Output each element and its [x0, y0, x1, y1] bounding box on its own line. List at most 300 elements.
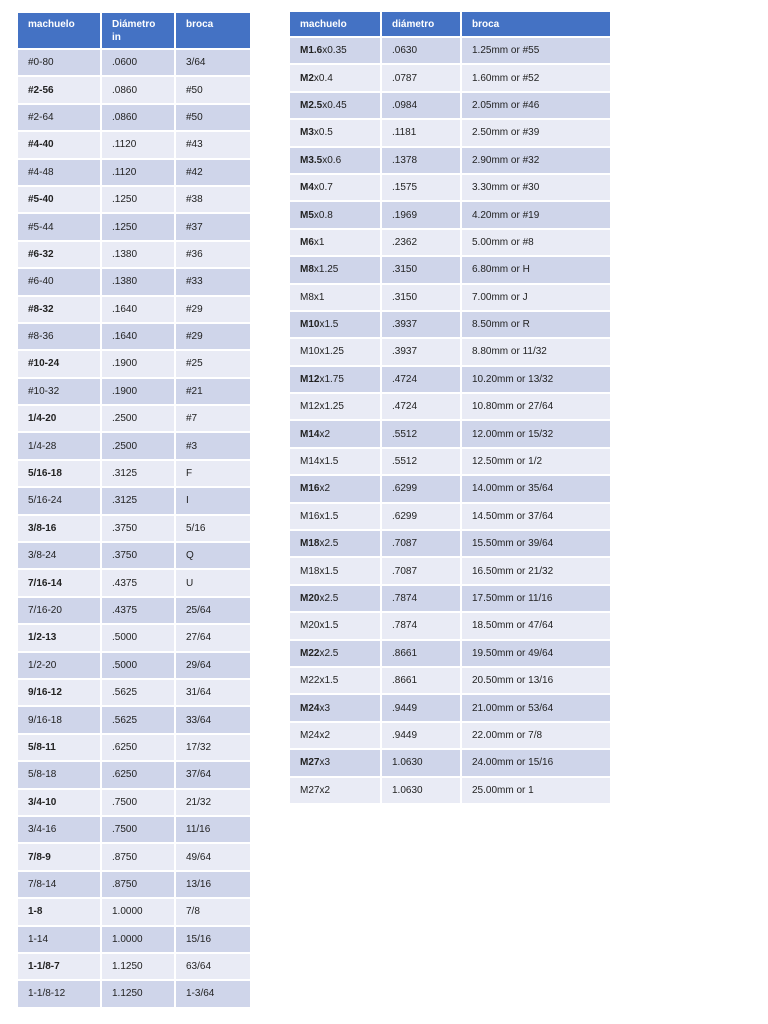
cell-machuelo	[290, 421, 380, 446]
table-row	[18, 77, 250, 102]
machuelo-size: M22	[300, 647, 320, 659]
cell-diametro: 1.0630	[382, 750, 460, 775]
table-row	[290, 668, 610, 693]
table-row	[18, 872, 250, 897]
cell-broca: 12.00mm or 15/32	[462, 421, 610, 446]
cell-machuelo	[290, 148, 380, 173]
cell-machuelo	[290, 93, 380, 118]
cell-diametro: .1181	[382, 120, 460, 145]
table-row	[290, 531, 610, 556]
machuelo-pitch: M16x1.5	[300, 510, 339, 522]
table-row	[18, 269, 250, 294]
cell-machuelo: 5/8-11	[18, 735, 100, 760]
cell-diametro: .3150	[382, 285, 460, 310]
header-diametro: diámetro	[382, 12, 460, 36]
cell-broca: 1.60mm or #52	[462, 65, 610, 90]
cell-machuelo: #0-80	[18, 50, 100, 75]
cell-diametro: .4724	[382, 394, 460, 419]
table-row	[290, 285, 610, 310]
cell-broca: 11/16	[176, 817, 250, 842]
table-row	[18, 598, 250, 623]
cell-diametro: .1380	[102, 269, 174, 294]
cell-machuelo	[290, 394, 380, 419]
cell-diametro: .0600	[102, 50, 174, 75]
cell-broca: 2.90mm or #32	[462, 148, 610, 173]
cell-machuelo: 1/2-20	[18, 653, 100, 678]
cell-diametro: .5625	[102, 680, 174, 705]
cell-broca: 1.25mm or #55	[462, 38, 610, 63]
cell-broca: I	[176, 488, 250, 513]
cell-diametro: .1250	[102, 187, 174, 212]
cell-diametro: .1575	[382, 175, 460, 200]
cell-broca: 63/64	[176, 954, 250, 979]
cell-diametro: .1640	[102, 324, 174, 349]
cell-machuelo	[290, 613, 380, 638]
cell-diametro: .8661	[382, 668, 460, 693]
machuelo-pitch: x1	[313, 236, 325, 248]
cell-broca: 20.50mm or 13/16	[462, 668, 610, 693]
cell-diametro: .8661	[382, 641, 460, 666]
cell-diametro: .9449	[382, 723, 460, 748]
table-row	[18, 461, 250, 486]
cell-broca: #42	[176, 160, 250, 185]
cell-broca: 12.50mm or 1/2	[462, 449, 610, 474]
cell-broca: 14.00mm or 35/64	[462, 476, 610, 501]
cell-machuelo	[290, 504, 380, 529]
cell-diametro: .7500	[102, 790, 174, 815]
machuelo-pitch: x2.5	[319, 593, 339, 604]
cell-machuelo: 1-1/8-12	[18, 981, 100, 1006]
machuelo-pitch: x2	[319, 483, 331, 495]
cell-machuelo: 1-14	[18, 927, 100, 952]
machuelo-pitch: x3	[319, 702, 331, 714]
cell-machuelo: #8-36	[18, 324, 100, 349]
table-row	[290, 257, 610, 282]
machuelo-size: M3.5	[300, 154, 323, 166]
table-row	[18, 105, 250, 130]
table-row	[18, 790, 250, 815]
machuelo-size: M1.6	[300, 45, 323, 57]
cell-broca: 33/64	[176, 707, 250, 732]
cell-machuelo: #5-44	[18, 214, 100, 239]
cell-broca: 10.80mm or 27/64	[462, 394, 610, 419]
table-row	[290, 750, 610, 775]
cell-broca: #29	[176, 297, 250, 322]
cell-diametro: .9449	[382, 695, 460, 720]
cell-diametro: .7500	[102, 817, 174, 842]
cell-machuelo	[290, 558, 380, 583]
cell-machuelo	[290, 285, 380, 310]
cell-diametro: .4724	[382, 367, 460, 392]
cell-diametro: .7874	[382, 586, 460, 611]
table-row	[290, 93, 610, 118]
cell-broca: 14.50mm or 37/64	[462, 504, 610, 529]
cell-broca: #36	[176, 242, 250, 267]
machuelo-pitch: x0.35	[322, 45, 347, 57]
table-row	[18, 762, 250, 787]
table-row	[290, 394, 610, 419]
cell-machuelo	[290, 202, 380, 227]
table-row	[18, 297, 250, 322]
cell-machuelo: 3/4-10	[18, 790, 100, 815]
cell-broca: 1-3/64	[176, 981, 250, 1006]
cell-broca: 37/64	[176, 762, 250, 787]
cell-broca: 19.50mm or 49/64	[462, 641, 610, 666]
cell-machuelo: 7/8-14	[18, 872, 100, 897]
cell-machuelo: 9/16-12	[18, 680, 100, 705]
machuelo-size: M14	[300, 428, 320, 440]
table-row	[290, 202, 610, 227]
cell-diametro: .5000	[102, 653, 174, 678]
cell-broca: #37	[176, 214, 250, 239]
table-row	[18, 351, 250, 376]
cell-diametro: 1.1250	[102, 981, 174, 1006]
cell-broca: 27/64	[176, 625, 250, 650]
cell-broca: U	[176, 570, 250, 595]
table-row	[18, 653, 250, 678]
table-row	[18, 488, 250, 513]
cell-machuelo	[290, 641, 380, 666]
table-row	[18, 817, 250, 842]
cell-machuelo: 5/8-18	[18, 762, 100, 787]
table-row	[290, 38, 610, 63]
table-row	[18, 543, 250, 568]
cell-diametro: .5625	[102, 707, 174, 732]
cell-machuelo: 5/16-18	[18, 461, 100, 486]
cell-diametro: .3150	[382, 257, 460, 282]
table-row	[18, 516, 250, 541]
cell-machuelo	[290, 531, 380, 556]
cell-broca: 49/64	[176, 844, 250, 869]
table-row	[18, 132, 250, 157]
table-row	[18, 433, 250, 458]
cell-broca: 6.80mm or H	[462, 257, 610, 282]
cell-diametro: .6299	[382, 504, 460, 529]
machuelo-pitch: x3	[319, 757, 331, 769]
cell-broca: 18.50mm or 47/64	[462, 613, 610, 638]
cell-diametro: .5512	[382, 449, 460, 474]
cell-broca: #21	[176, 379, 250, 404]
cell-machuelo: #5-40	[18, 187, 100, 212]
cell-machuelo: #4-48	[18, 160, 100, 185]
cell-machuelo	[290, 586, 380, 611]
header-machuelo: machuelo	[18, 13, 100, 48]
machuelo-pitch: M8x1	[300, 291, 325, 303]
cell-machuelo: 1-1/8-7	[18, 954, 100, 979]
cell-diametro: .0860	[102, 77, 174, 102]
cell-broca: 2.05mm or #46	[462, 93, 610, 118]
cell-machuelo: 7/16-20	[18, 598, 100, 623]
cell-machuelo	[290, 367, 380, 392]
table-row	[18, 954, 250, 979]
table-row	[290, 504, 610, 529]
machuelo-pitch: M18x1.5	[300, 565, 339, 577]
table-row	[18, 160, 250, 185]
header-broca: broca	[176, 13, 250, 48]
cell-broca: #33	[176, 269, 250, 294]
table-row	[290, 367, 610, 392]
cell-machuelo: #10-24	[18, 351, 100, 376]
cell-diametro: .1900	[102, 379, 174, 404]
machuelo-pitch: x1.75	[319, 373, 344, 385]
cell-broca: 24.00mm or 15/16	[462, 750, 610, 775]
cell-diametro: .1900	[102, 351, 174, 376]
cell-broca: #38	[176, 187, 250, 212]
table-row	[290, 695, 610, 720]
table-row	[18, 570, 250, 595]
machuelo-size: M12	[300, 373, 320, 385]
cell-diametro: .0860	[102, 105, 174, 130]
cell-machuelo	[290, 339, 380, 364]
table-row	[18, 981, 250, 1006]
cell-broca: 8.50mm or R	[462, 312, 610, 337]
cell-diametro: .4375	[102, 598, 174, 623]
cell-diametro: .7087	[382, 531, 460, 556]
cell-diametro: 1.1250	[102, 954, 174, 979]
cell-diametro: 1.0630	[382, 778, 460, 803]
cell-machuelo: 5/16-24	[18, 488, 100, 513]
machuelo-size: M10	[300, 319, 320, 331]
inch-tap-drill-table	[16, 11, 252, 1009]
machuelo-size: M20	[300, 593, 320, 604]
machuelo-pitch: x0.45	[322, 99, 347, 111]
cell-diametro: .1120	[102, 160, 174, 185]
cell-broca: #7	[176, 406, 250, 431]
cell-machuelo	[290, 65, 380, 90]
cell-machuelo: #6-40	[18, 269, 100, 294]
cell-diametro: .1378	[382, 148, 460, 173]
cell-broca: 4.20mm or #19	[462, 202, 610, 227]
cell-broca: 17/32	[176, 735, 250, 760]
table-row	[18, 844, 250, 869]
machuelo-pitch: x0.7	[313, 182, 333, 194]
cell-machuelo	[290, 312, 380, 337]
cell-machuelo	[290, 695, 380, 720]
cell-broca: 22.00mm or 7/8	[462, 723, 610, 748]
cell-broca: #29	[176, 324, 250, 349]
cell-diametro: .2362	[382, 230, 460, 255]
cell-machuelo: 1/4-20	[18, 406, 100, 431]
cell-broca: 25.00mm or 1	[462, 778, 610, 803]
cell-machuelo	[290, 449, 380, 474]
cell-machuelo: 3/8-16	[18, 516, 100, 541]
machuelo-pitch: x2.5	[319, 538, 339, 550]
machuelo-size: M16	[300, 483, 320, 495]
cell-diametro: .7874	[382, 613, 460, 638]
table-row	[290, 175, 610, 200]
cell-machuelo: 1/2-13	[18, 625, 100, 650]
cell-broca: #50	[176, 77, 250, 102]
table-row	[290, 641, 610, 666]
cell-diametro: .2500	[102, 433, 174, 458]
cell-broca: #50	[176, 105, 250, 130]
cell-machuelo: #8-32	[18, 297, 100, 322]
table-row	[18, 735, 250, 760]
machuelo-pitch: x2	[319, 428, 331, 440]
table-row	[290, 339, 610, 364]
cell-diametro: .6299	[382, 476, 460, 501]
cell-broca: 16.50mm or 21/32	[462, 558, 610, 583]
cell-broca: 5.00mm or #8	[462, 230, 610, 255]
cell-diametro: .1969	[382, 202, 460, 227]
table-row	[290, 230, 610, 255]
cell-diametro: .7087	[382, 558, 460, 583]
cell-machuelo: 3/8-24	[18, 543, 100, 568]
machuelo-size: M2	[300, 72, 314, 84]
table-row	[290, 613, 610, 638]
table-row	[290, 778, 610, 803]
machuelo-pitch: M20x1.5	[300, 620, 339, 632]
cell-machuelo	[290, 175, 380, 200]
table-row	[18, 187, 250, 212]
cell-broca: #43	[176, 132, 250, 157]
cell-broca: #3	[176, 433, 250, 458]
table-row	[290, 65, 610, 90]
cell-machuelo: #10-32	[18, 379, 100, 404]
machuelo-size: M27	[300, 757, 320, 769]
cell-machuelo	[290, 668, 380, 693]
cell-machuelo	[290, 476, 380, 501]
cell-machuelo: 3/4-16	[18, 817, 100, 842]
table-row	[18, 707, 250, 732]
cell-machuelo	[290, 257, 380, 282]
cell-machuelo: 7/8-9	[18, 844, 100, 869]
cell-machuelo	[290, 778, 380, 803]
cell-diametro: .1640	[102, 297, 174, 322]
cell-diametro: .5000	[102, 625, 174, 650]
cell-broca: Q	[176, 543, 250, 568]
metric-tap-drill-table	[288, 10, 612, 805]
header-row	[290, 12, 610, 36]
cell-diametro: .0630	[382, 38, 460, 63]
cell-diametro: .5512	[382, 421, 460, 446]
cell-broca: 15.50mm or 39/64	[462, 531, 610, 556]
cell-diametro: .6250	[102, 762, 174, 787]
cell-broca: 13/16	[176, 872, 250, 897]
cell-machuelo: 7/16-14	[18, 570, 100, 595]
header-row	[18, 13, 250, 48]
table-row	[18, 680, 250, 705]
cell-machuelo: 1/4-28	[18, 433, 100, 458]
machuelo-pitch: M22x1.5	[300, 675, 339, 687]
cell-diametro: .3937	[382, 339, 460, 364]
cell-broca: 3/64	[176, 50, 250, 75]
cell-diametro: .3750	[102, 516, 174, 541]
table-row	[18, 214, 250, 239]
cell-machuelo	[290, 120, 380, 145]
table-row	[290, 148, 610, 173]
cell-broca: 29/64	[176, 653, 250, 678]
machuelo-size: M2.5	[300, 99, 323, 111]
cell-diametro: .3125	[102, 488, 174, 513]
cell-broca: 8.80mm or 11/32	[462, 339, 610, 364]
machuelo-size: M4	[300, 182, 314, 194]
cell-diametro: .1250	[102, 214, 174, 239]
cell-diametro: .1120	[102, 132, 174, 157]
machuelo-size: M18	[300, 538, 320, 550]
table-row	[18, 625, 250, 650]
machuelo-size: M5	[300, 209, 314, 221]
cell-broca: 5/16	[176, 516, 250, 541]
cell-diametro: .4375	[102, 570, 174, 595]
cell-broca: 15/16	[176, 927, 250, 952]
machuelo-pitch: x2.5	[319, 647, 339, 659]
table-row	[18, 50, 250, 75]
table-row	[18, 324, 250, 349]
table-row	[290, 120, 610, 145]
cell-diametro: .0984	[382, 93, 460, 118]
machuelo-pitch: x0.5	[313, 127, 333, 139]
cell-broca: 2.50mm or #39	[462, 120, 610, 145]
machuelo-pitch: M12x1.25	[300, 401, 344, 413]
table-row	[290, 723, 610, 748]
table-row	[290, 586, 610, 611]
header-broca: broca	[462, 12, 610, 36]
cell-machuelo: 1-8	[18, 899, 100, 924]
machuelo-pitch: M14x1.5	[300, 456, 339, 468]
cell-broca: 3.30mm or #30	[462, 175, 610, 200]
cell-broca: 25/64	[176, 598, 250, 623]
cell-machuelo: #4-40	[18, 132, 100, 157]
table-row	[18, 406, 250, 431]
cell-broca: 10.20mm or 13/32	[462, 367, 610, 392]
cell-diametro: .1380	[102, 242, 174, 267]
table-row	[290, 449, 610, 474]
machuelo-pitch: x0.4	[313, 72, 333, 84]
cell-broca: 17.50mm or 11/16	[462, 586, 610, 611]
machuelo-size: M3	[300, 127, 314, 139]
machuelo-pitch: M27x2	[300, 784, 331, 796]
table-row	[18, 379, 250, 404]
cell-broca: 7.00mm or J	[462, 285, 610, 310]
cell-diametro: .8750	[102, 872, 174, 897]
cell-diametro: .3125	[102, 461, 174, 486]
header-machuelo: machuelo	[290, 12, 380, 36]
machuelo-pitch: M10x1.25	[300, 346, 344, 358]
machuelo-pitch: x0.8	[313, 209, 333, 221]
cell-broca: 7/8	[176, 899, 250, 924]
table-row	[290, 476, 610, 501]
cell-diametro: .2500	[102, 406, 174, 431]
cell-machuelo	[290, 750, 380, 775]
cell-diametro: 1.0000	[102, 899, 174, 924]
cell-machuelo	[290, 230, 380, 255]
machuelo-size: M8	[300, 264, 314, 276]
cell-machuelo: #2-56	[18, 77, 100, 102]
cell-broca: #25	[176, 351, 250, 376]
table-row	[290, 421, 610, 446]
header-diametro: Diámetro in	[102, 13, 174, 48]
cell-diametro: .0787	[382, 65, 460, 90]
cell-diametro: 1.0000	[102, 927, 174, 952]
cell-machuelo	[290, 38, 380, 63]
table-row	[18, 242, 250, 267]
machuelo-pitch: x0.6	[322, 154, 342, 166]
cell-diametro: .3750	[102, 543, 174, 568]
table-row	[18, 927, 250, 952]
cell-machuelo: #6-32	[18, 242, 100, 267]
cell-broca: F	[176, 461, 250, 486]
cell-broca: 21/32	[176, 790, 250, 815]
cell-broca: 21.00mm or 53/64	[462, 695, 610, 720]
machuelo-size: M24	[300, 702, 320, 714]
cell-diametro: .8750	[102, 844, 174, 869]
table-row	[18, 899, 250, 924]
cell-machuelo: 9/16-18	[18, 707, 100, 732]
cell-machuelo	[290, 723, 380, 748]
cell-machuelo: #2-64	[18, 105, 100, 130]
table-row	[290, 558, 610, 583]
